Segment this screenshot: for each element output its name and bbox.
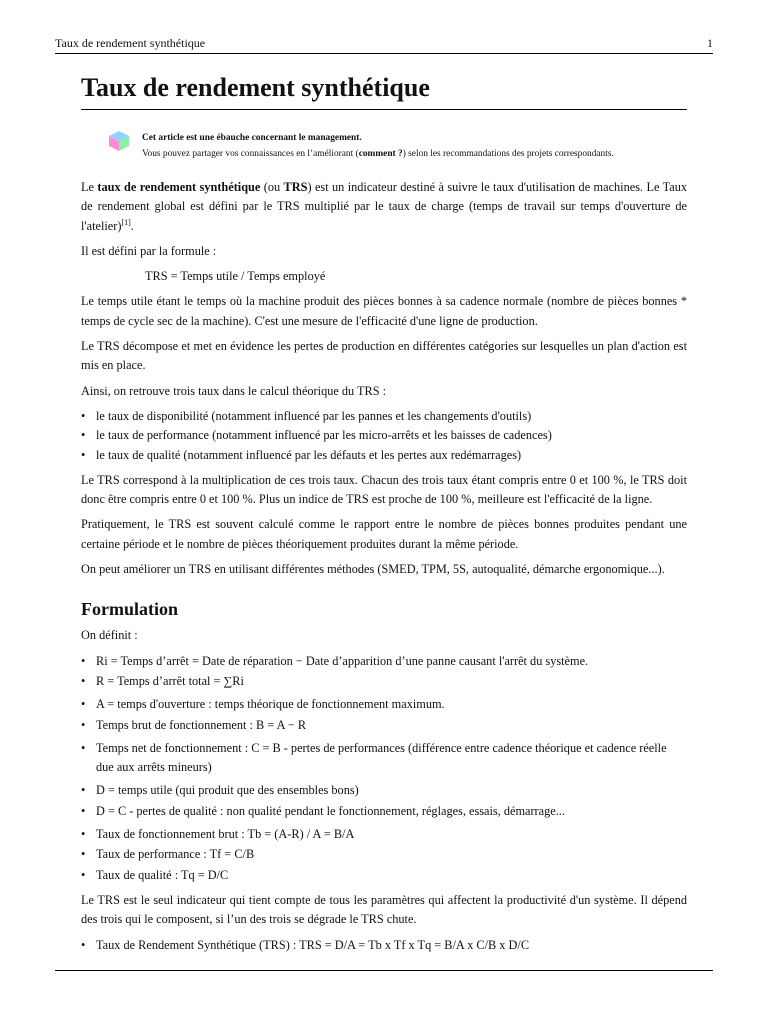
running-header: [55, 36, 713, 51]
stub-title: Cet article est une ébauche concernant le management.: [142, 133, 362, 143]
list-item: • le taux de performance (notamment influencé par les micro-arrêts et les baisses de cadences): [81, 426, 687, 445]
list-item: • D = temps utile (qui produit que des ensembles bons): [81, 781, 687, 800]
intro-paragraph: Le taux de rendement synthétique (ou TRS) est un indicateur destiné à suivre le taux d'utilisation de machines. Le Taux de rendement global est défini par le TRS multiplié par le taux de charge (temps de travail sur temps d'ouverture de l'atelier)[1].: [81, 180, 687, 233]
stub-comment-link[interactable]: comment ?: [358, 149, 403, 159]
definitions-list: [81, 652, 687, 885]
trs-summary-paragraph: Le TRS est le seul indicateur qui tient compte de tous les paramètres qui affectent la productivité d'un système. Il dépend des trois qui le composent, si l’un des trois se dégrade le TRS chute.: [81, 892, 687, 927]
formula-intro: Il est défini par la formule :: [81, 243, 217, 258]
practical-paragraph: Pratiquement, le TRS est souvent calculé comme le rapport entre le nombre de pièces bonnes produites pendant une certaine période et le nombre de pièces théoriquement produites durant la même période.: [81, 517, 687, 551]
stub-description: Vous pouvez partager vos connaissances en l’améliorant (comment ?) selon les recommandations des projets correspondants.: [142, 149, 614, 159]
rates-list: [81, 407, 687, 465]
list-item: • D = C - pertes de qualité : non qualité pendant le fonctionnement, réglages, essais, démarrage...: [81, 802, 687, 821]
section-heading-formulation: Formulation: [81, 599, 178, 620]
list-item: • le taux de disponibilité (notamment influencé par les pannes et les changements d'outils): [81, 407, 687, 426]
list-item: • Taux de performance : Tf = C/B: [81, 845, 687, 864]
stub-notice: [108, 130, 687, 162]
formulation-intro: On définit :: [81, 628, 138, 643]
multiplication-paragraph: Le TRS correspond à la multiplication de ces trois taux. Chacun des trois taux étant compris entre 0 et 100 %, le TRS doit donc être compris entre 0 et 100 %. Plus un indice de TRS est proche de 100 %, meilleure est l'efficacité de la ligne.: [81, 472, 687, 507]
losses-paragraph: Le TRS décompose et met en évidence les pertes de production en différentes catégories sur lesquelles un plan d'action est mis en place.: [81, 339, 687, 373]
running-title: Taux de rendement synthétique: [55, 36, 206, 50]
article-title: Taux de rendement synthétique: [81, 72, 687, 110]
header-rule: [55, 53, 713, 54]
list-item: • Taux de qualité : Tq = D/C: [81, 866, 687, 885]
trs-formula: TRS = Temps utile / Temps employé: [145, 269, 326, 284]
list-item: • Taux de fonctionnement brut : Tb = (A-R) / A = B/A: [81, 825, 687, 844]
page-number: 1: [707, 36, 713, 50]
footer-rule: [55, 970, 713, 971]
list-item: • Taux de Rendement Synthétique (TRS) : TRS = D/A = Tb x Tf x Tq = B/A x C/B x D/C: [81, 936, 687, 955]
list-item: • A = temps d'ouverture : temps théorique de fonctionnement maximum.: [81, 695, 687, 714]
useful-time-paragraph: Le temps utile étant le temps où la machine produit des pièces bonnes à sa cadence normale (nombre de pièces bonnes * temps de cycle sec de la machine). C'est une mesure de l'efficacité d'une ligne de production.: [81, 294, 687, 328]
improvement-paragraph: On peut améliorer un TRS en utilisant différentes méthodes (SMED, TPM, 5S, autoqualité, démarche ergonomique...).: [81, 562, 665, 577]
cube-icon: [108, 130, 130, 152]
trs-definition-list: [81, 936, 687, 955]
list-item: • Temps net de fonctionnement : C = B - pertes de performances (différence entre cadence théorique et cadence réelle due aux arrêts mineurs): [81, 739, 687, 778]
reference-link[interactable]: [1]: [121, 217, 131, 227]
list-item: • Ri = Temps d’arrêt = Date de réparation − Date d’apparition d’une panne causant l'arrêt du système.: [81, 652, 687, 671]
article-content: [81, 72, 687, 961]
list-item: • le taux de qualité (notamment influencé par les défauts et les pertes aux redémarrages): [81, 446, 687, 465]
three-rates-intro: Ainsi, on retrouve trois taux dans le calcul théorique du TRS :: [81, 383, 387, 398]
list-item: • Temps brut de fonctionnement : B = A − R: [81, 716, 687, 735]
list-item: • R = Temps d’arrêt total = ∑Ri: [81, 672, 687, 691]
